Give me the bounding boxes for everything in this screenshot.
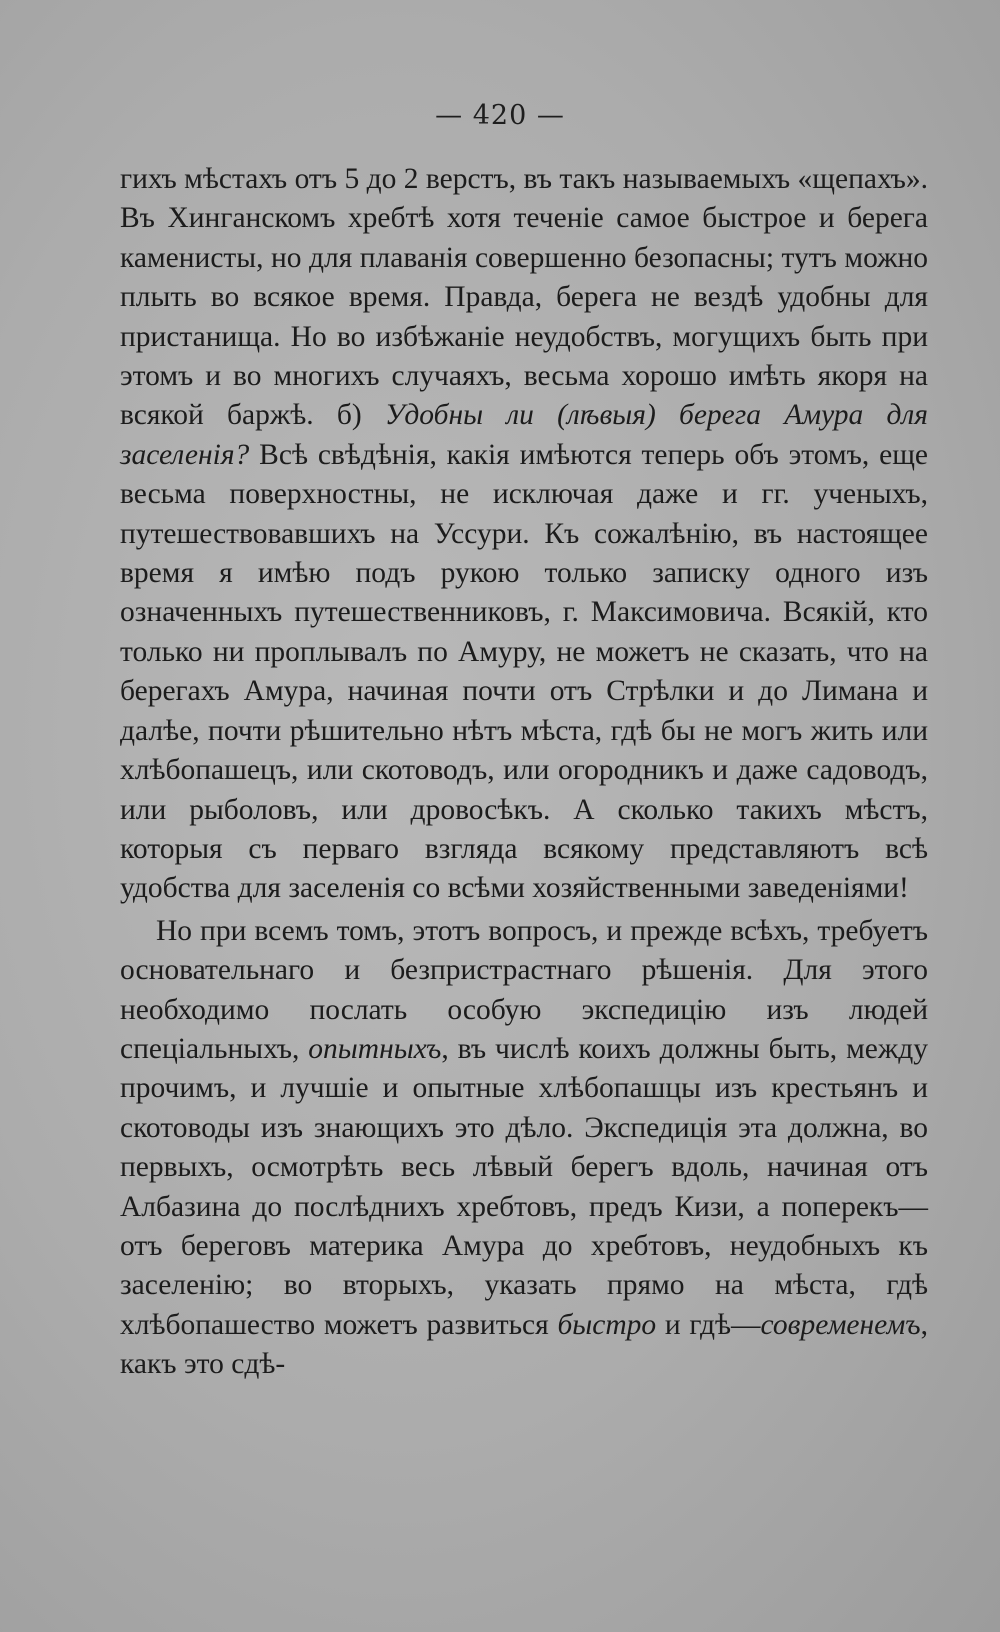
text-run: , какъ это сдѣ- — [120, 1308, 928, 1381]
paragraph-2 — [120, 912, 928, 1385]
page-number: — 420 — — [435, 100, 565, 131]
paragraph-1 — [120, 160, 928, 909]
text-run: , въ числѣ коихъ должны быть, между прочимъ, и лучшіе и опытные хлѣбопашцы изъ крестьянъ и скотоводы изъ знающихъ это дѣло. Экспедиція эта должна, во первыхъ, осмотрѣть весь лѣвый берегъ вдоль, начиная отъ Албазина до послѣднихъ хребтовъ, предъ Кизи, а поперекъ—отъ береговъ материка Амура до хребтовъ, неудобныхъ къ заселенію; во вторыхъ, указать прямо на мѣста, гдѣ хлѣбопашество можетъ развиться — [120, 1032, 928, 1341]
italic-word: опытныхъ — [308, 1032, 442, 1065]
italic-question: Удобны ли (лѣвыя) берега Амура для заселенія? — [120, 399, 928, 471]
text-run: Всѣ свѣдѣнія, какія имѣются теперь объ этомъ, еще весьма поверхностны, не исключая даже и гг. ученыхъ, путешествовавшихъ на Уссури. Къ сожалѣнію, въ настоящее время я имѣю подъ рукою только записку одного изъ означенныхъ путешественниковъ, г. Максимовича. Всякій, кто только ни проплывалъ по Амуру, не можетъ не сказать, что на берегахъ Амура, начиная почти отъ Стрѣлки и до Лимана и далѣе, почти рѣшительно нѣтъ мѣста, гдѣ бы не могъ жить или хлѣбопашецъ, или скотоводъ, или огородникъ и даже садоводъ, или рыболовъ, или дровосѣкъ. А сколько такихъ мѣстъ, которыя съ перваго взгляда всякому представляютъ всѣ удобства для заселенія со всѣми хозяйственными заведеніями! — [120, 438, 928, 905]
text-run: гихъ мѣстахъ отъ 5 до 2 верстъ, въ такъ называемыхъ «щепахъ». Въ Хинганскомъ хребтѣ хотя теченіе самое быстрое и берега каменисты, но для плаванія совершенно безопасны; тутъ можно плыть во всякое время. Правда, берега не вездѣ удобны для пристанища. Но во избѣжаніе неудобствъ, могущихъ быть при этомъ и во многихъ случаяхъ, весьма хорошо имѣть якоря на всякой баржѣ. б) — [120, 163, 928, 432]
italic-word: быстро — [557, 1308, 657, 1341]
text-run: и гдѣ— — [656, 1308, 761, 1341]
italic-word: современемъ — [760, 1308, 921, 1341]
body-text — [120, 160, 928, 1385]
text-run: Но при всемъ томъ, этотъ вопросъ, и прежде всѣхъ, требуетъ основательнаго и безпристрастнаго рѣшенія. Для этого необходимо послать особую экспедицію изъ людей спеціальныхъ, — [120, 914, 928, 1065]
